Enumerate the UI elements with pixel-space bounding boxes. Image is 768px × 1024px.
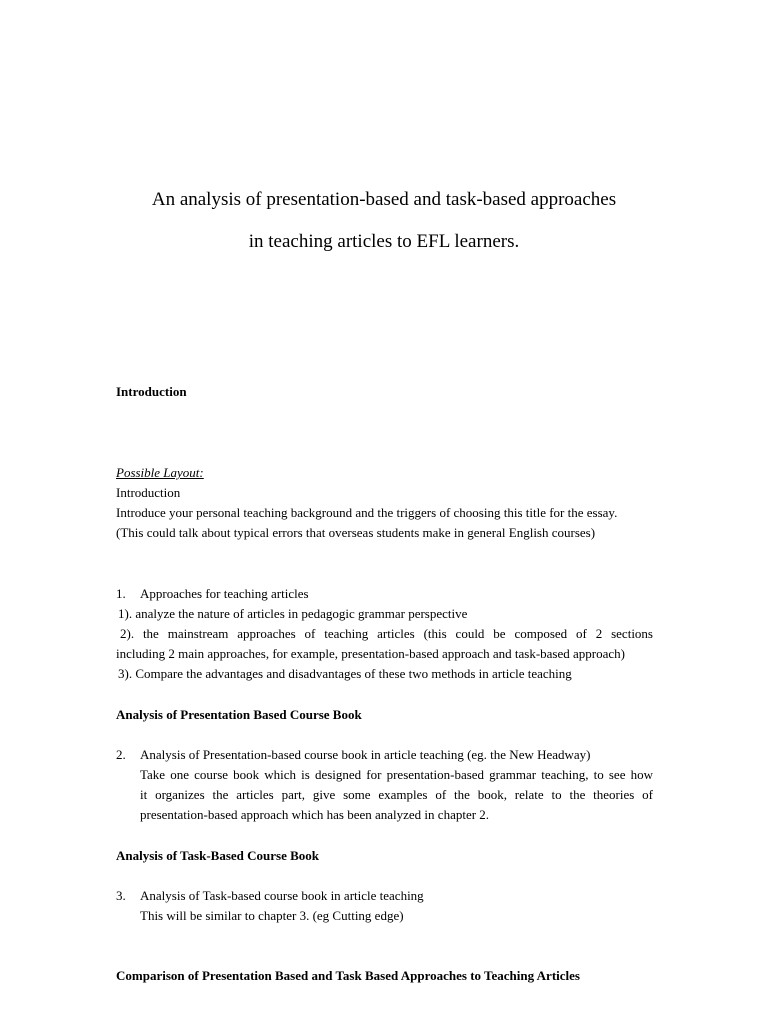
heading-presentation-course-book: Analysis of Presentation Based Course Book [116, 707, 362, 722]
item-2-line-3: it organizes the articles part, give some examples of the book, relate to the theories of [140, 787, 653, 802]
item-3-line-2: This will be similar to chapter 3. (eg Cutting edge) [140, 908, 404, 923]
layout-intro-label: Introduction [116, 485, 181, 500]
item-2-line-4: presentation-based approach which has been analyzed in chapter 2. [140, 807, 490, 822]
layout-intro-desc-1: Introduce your personal teaching background and the triggers of choosing this title for the essay. [116, 505, 618, 520]
heading-comparison: Comparison of Presentation Based and Task Based Approaches to Teaching Articles [116, 968, 580, 983]
item-1-number: 1. [116, 586, 126, 601]
item-3-title: Analysis of Task-based course book in article teaching [140, 888, 424, 903]
item-1-sub-1: 1). analyze the nature of articles in pedagogic grammar perspective [118, 606, 468, 621]
heading-task-course-book: Analysis of Task-Based Course Book [116, 848, 319, 863]
document-title-line-1: An analysis of presentation-based and task-based approaches [151, 189, 617, 210]
item-3-number: 3. [116, 888, 126, 903]
item-1-sub-2-line-a: 2). the mainstream approaches of teaching articles (this could be composed of 2 sections [120, 626, 653, 641]
heading-introduction: Introduction [116, 384, 187, 399]
document-title-line-2: in teaching articles to EFL learners. [248, 231, 520, 252]
item-1-sub-3: 3). Compare the advantages and disadvantages of these two methods in article teaching [118, 666, 572, 681]
layout-intro-desc-2: (This could talk about typical errors that overseas students make in general English courses) [116, 525, 596, 540]
item-2-title: Analysis of Presentation-based course book in article teaching (eg. the New Headway) [140, 747, 591, 762]
item-2-line-2: Take one course book which is designed for presentation-based grammar teaching, to see how [140, 767, 653, 782]
item-1-title: Approaches for teaching articles [140, 586, 309, 601]
item-2-number: 2. [116, 747, 126, 762]
possible-layout-label: Possible Layout: [116, 465, 204, 480]
item-1-sub-2-line-b: including 2 main approaches, for example, presentation-based approach and task-based approach) [116, 646, 625, 661]
